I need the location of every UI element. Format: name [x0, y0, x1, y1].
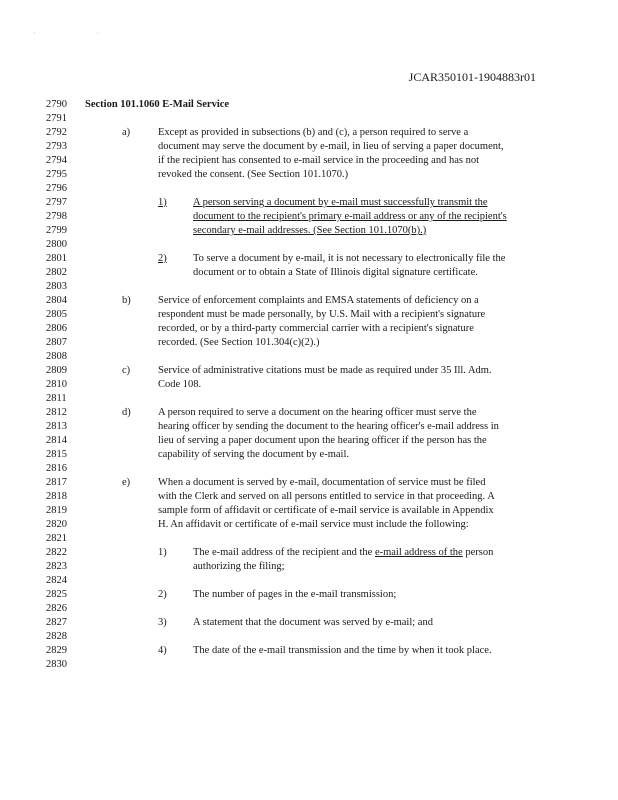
subsection-e-line: When a document is served by e-mail, documentation of service must be filed [158, 477, 486, 488]
line-number: 2809 [46, 365, 67, 376]
line-number: 2823 [46, 561, 67, 572]
subsection-b-label: b) [122, 295, 131, 306]
line-number: 2828 [46, 631, 67, 642]
subsection-c-line: Service of administrative citations must be made as required under 35 Ill. Adm. [158, 365, 492, 376]
subsection-a2-label: 2) [158, 253, 167, 264]
line-number: 2801 [46, 253, 67, 264]
item-e1-line [193, 546, 493, 560]
line-number: 2803 [46, 281, 67, 292]
subsection-a1-line: secondary e-mail addresses. (See Section 101.1070(b).) [193, 225, 427, 236]
item-e1-text: The e-mail address of the recipient and the [193, 547, 375, 558]
subsection-a-line: document may serve the document by e-mail, in lieu of serving a paper document, [158, 141, 504, 152]
subsection-d-line: capability of serving the document by e-mail. [158, 449, 349, 460]
subsection-d-line: hearing officer by sending the document to the hearing officer's e-mail address in [158, 421, 499, 432]
subsection-e-line: with the Clerk and served on all persons entitled to service in that proceeding. A [158, 491, 495, 502]
line-number: 2796 [46, 183, 67, 194]
line-number: 2797 [46, 197, 67, 208]
subsection-a-line: Except as provided in subsections (b) and (c), a person required to serve a [158, 127, 469, 138]
line-number: 2792 [46, 127, 67, 138]
line-number: 2804 [46, 295, 67, 306]
subsection-b-line: recorded. (See Section 101.304(c)(2).) [158, 337, 320, 348]
item-e1-label: 1) [158, 547, 167, 558]
line-number: 2795 [46, 169, 67, 180]
item-e4-line: The date of the e-mail transmission and the time by when it took place. [193, 645, 492, 656]
line-number: 2814 [46, 435, 67, 446]
subsection-d-label: d) [122, 407, 131, 418]
line-number: 2818 [46, 491, 67, 502]
line-number: 2802 [46, 267, 67, 278]
line-number: 2822 [46, 547, 67, 558]
document-id: JCAR350101-1904883r01 [408, 70, 536, 84]
line-number: 2807 [46, 337, 67, 348]
item-e3-line: A statement that the document was served by e-mail; and [193, 617, 433, 628]
subsection-d-line: A person required to serve a document on the hearing officer must serve the [158, 407, 477, 418]
item-e4-label: 4) [158, 645, 167, 656]
line-number: 2798 [46, 211, 67, 222]
line-number: 2810 [46, 379, 67, 390]
line-number: 2799 [46, 225, 67, 236]
line-number: 2817 [46, 477, 67, 488]
line-number: 2794 [46, 155, 67, 166]
section-title: Section 101.1060 E-Mail Service [85, 99, 230, 110]
subsection-a1-label: 1) [158, 197, 167, 208]
line-number: 2813 [46, 421, 67, 432]
line-number: 2824 [46, 575, 67, 586]
subsection-a2-line: document or to obtain a State of Illinois digital signature certificate. [193, 267, 478, 278]
subsection-a-line: revoked the consent. (See Section 101.1070.) [158, 169, 349, 180]
line-number: 2820 [46, 519, 67, 530]
item-e1-underlined-text: e-mail address of the [374, 547, 463, 558]
line-number: 2830 [46, 659, 67, 670]
item-e2-label: 2) [158, 589, 167, 600]
line-number: 2825 [46, 589, 67, 600]
line-number: 2790 [46, 99, 67, 110]
subsection-c-label: c) [122, 365, 131, 376]
subsection-e-line: H. An affidavit or certificate of e-mail service must include the following: [158, 519, 469, 530]
item-e1-line: authorizing the filing; [193, 561, 285, 572]
subsection-a1-line: document to the recipient's primary e-mail address or any of the recipient's [193, 211, 507, 222]
subsection-b-line: respondent must be made personally, by U.S. Mail with a recipient's signature [158, 309, 486, 320]
subsection-e-line: sample form of affidavit or certificate of e-mail service is available in Appendix [158, 505, 494, 516]
item-e1-text-end: person [462, 547, 494, 558]
subsection-a-label: a) [122, 127, 131, 138]
subsection-a1-line: A person serving a document by e-mail must successfully transmit the [193, 197, 488, 208]
line-number: 2816 [46, 463, 67, 474]
line-number: 2811 [46, 393, 67, 404]
subsection-a-line: if the recipient has consented to e-mail service in the proceeding and has not [158, 155, 480, 166]
line-number: 2827 [46, 617, 67, 628]
line-number: 2815 [46, 449, 67, 460]
line-number: 2805 [46, 309, 67, 320]
item-e3-label: 3) [158, 617, 167, 628]
line-number: 2791 [46, 113, 67, 124]
subsection-e-label: e) [122, 477, 131, 488]
subsection-a2-line: To serve a document by e-mail, it is not necessary to electronically file the [193, 253, 506, 264]
line-number: 2826 [46, 603, 67, 614]
line-number: 2821 [46, 533, 67, 544]
line-number: 2829 [46, 645, 67, 656]
line-number: 2812 [46, 407, 67, 418]
subsection-b-line: Service of enforcement complaints and EMSA statements of deficiency on a [158, 295, 479, 306]
line-number: 2808 [46, 351, 67, 362]
subsection-d-line: lieu of serving a paper document upon the hearing officer if the person has the [158, 435, 487, 446]
line-number: 2800 [46, 239, 67, 250]
item-e2-line: The number of pages in the e-mail transmission; [193, 589, 397, 600]
subsection-b-line: recorded, or by a third-party commercial carrier with a recipient's signature [158, 323, 474, 334]
line-number: 2806 [46, 323, 67, 334]
line-number: 2819 [46, 505, 67, 516]
subsection-c-line: Code 108. [158, 379, 202, 390]
line-number: 2793 [46, 141, 67, 152]
corner-marks: ' ' [34, 32, 128, 38]
